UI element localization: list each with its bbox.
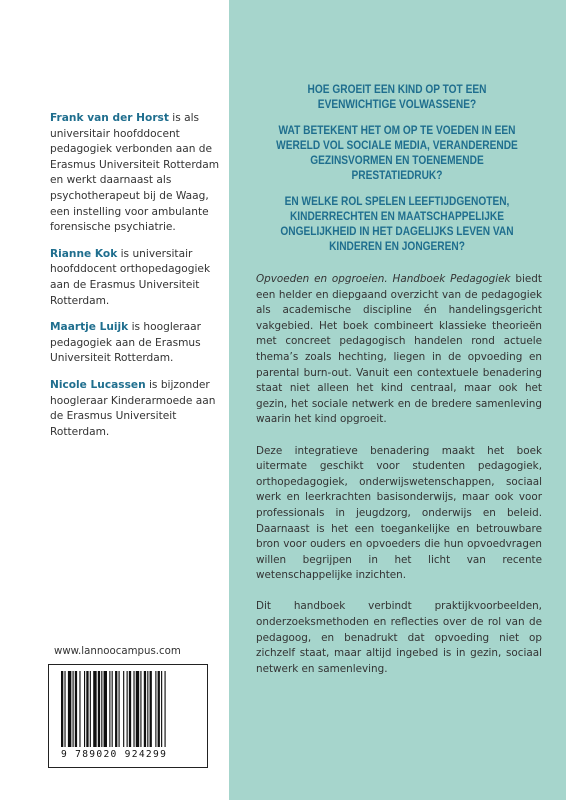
author-bio bbox=[50, 247, 222, 309]
barcode-bar bbox=[73, 671, 74, 747]
barcode-bar bbox=[165, 671, 166, 747]
barcode-bar bbox=[104, 671, 107, 747]
barcode-bar bbox=[161, 671, 162, 747]
barcode-bar bbox=[86, 671, 88, 747]
description-text: biedt een helder en diepgaand overzicht van de pedagogiek als academische discipline én handelingsgericht vakgebied. Het boek combineert klassieke theorieën met concreet pedagogisch handelen rond actuele thema’s zoals hechting, liegen in de opvoeding en parental burn-out. Vanuit een contextuele benadering staat niet alleen het kind centraal, maar ook het gezin, het sociale netwerk en de bredere samenleving waarin het kind opgroeit. bbox=[256, 273, 542, 426]
barcode-bar bbox=[158, 671, 160, 747]
author-bio bbox=[50, 320, 222, 367]
publisher-website: www.lannoocampus.com bbox=[54, 646, 181, 657]
barcode-bar bbox=[150, 671, 152, 747]
barcode-bar bbox=[115, 671, 117, 747]
barcode bbox=[48, 664, 208, 768]
barcode-bar bbox=[119, 671, 120, 747]
author-bio bbox=[50, 378, 222, 440]
isbn-number: 9 789020 924299 bbox=[61, 749, 168, 760]
barcode-bar bbox=[155, 671, 156, 747]
author-name: Nicole Lucassen bbox=[50, 378, 146, 391]
author-name: Maartje Luijk bbox=[50, 321, 129, 334]
barcode-bar bbox=[136, 671, 139, 747]
barcode-bar bbox=[64, 671, 65, 747]
description-paragraph: Deze integratieve benadering maakt het boek uitermate geschikt voor studenten pedagogiek, orthopedagogiek, onderwijswetenschappen, sociaal werk en leerkrachten basisonderwijs, maar ook voor professionals in jeugdzorg, onderwijs en beleid. Daarnaast is het een toegankelijke en betrouwbare bron voor ouders en opvoeders die hun opvoedvragen willen begrijpen in het licht van recente wetenschappelijke inzichten. bbox=[256, 444, 542, 582]
barcode-bar bbox=[90, 671, 91, 747]
barcode-bars bbox=[59, 671, 199, 747]
barcode-bar bbox=[127, 671, 128, 747]
description-paragraph: Dit handboek verbindt praktijkvoorbeelden, onderzoeksmethoden en reflecties over de rol van de pedagoog, en benadrukt dat opvoeding niet op zichzelf staat, maar altijd ingebed is in gezin, sociaal netwerk en samenleving. bbox=[256, 600, 542, 675]
author-bio-text: is als universitair hoofddocent pedagogiek verbonden aan de Erasmus Universiteit Rotterdam en werkt daarnaast als psychotherapeut bij de Waag, een instelling voor ambulante forensische psychiatrie. bbox=[50, 112, 220, 234]
barcode-bar bbox=[68, 671, 71, 747]
barcode-bar bbox=[112, 671, 113, 747]
author-bio-text: is universitair hoofddocent orthopedagogiek aan de Erasmus Universiteit Rotterdam. bbox=[50, 247, 211, 307]
barcode-bar bbox=[98, 671, 100, 747]
author-bio-text: is bijzonder hoogleraar Kinderarmoede aan de Erasmus Universiteit Rotterdam. bbox=[50, 378, 216, 438]
left-panel bbox=[0, 0, 229, 800]
barcode-bar bbox=[75, 671, 77, 747]
barcode-bar bbox=[93, 671, 96, 747]
question: HOE GROEIT EEN KIND OP TOT EEN EVENWICHTIGE VOLWASSENE? bbox=[307, 82, 487, 111]
author-name: Frank van der Horst bbox=[50, 112, 169, 124]
barcode-bar bbox=[147, 671, 148, 747]
barcode-bar bbox=[133, 671, 134, 747]
question: EN WELKE ROL SPELEN LEEFTIJDGENOTEN, KINDERRECHTEN EN MAATSCHAPPELIJKE ONGELIJKHEID IN HET DAGELIJKS LEVEN VAN KINDEREN EN JONGEREN? bbox=[280, 194, 514, 253]
barcode-bar bbox=[101, 671, 102, 747]
description bbox=[256, 272, 542, 693]
author-bio-text: is hoogleraar pedagogiek aan de Erasmus Universiteit Rotterdam. bbox=[50, 321, 201, 365]
barcode-bar bbox=[84, 671, 85, 747]
description-paragraph bbox=[256, 272, 542, 428]
barcode-bar bbox=[129, 671, 131, 747]
barcode-bar bbox=[61, 671, 63, 747]
question: WAT BETEKENT HET OM OP TE VOEDEN IN EEN WERELD VOL SOCIALE MEDIA, VERANDERENDE GEZINSVORMEN EN TOENEMENDE PRESTATIEDRUK? bbox=[276, 123, 518, 182]
barcode-bar bbox=[109, 671, 110, 747]
author-name: Rianne Kok bbox=[50, 247, 118, 260]
book-title: Opvoeden en opgroeien. Handboek Pedagogiek bbox=[256, 273, 511, 285]
key-questions bbox=[276, 82, 519, 265]
author-bio bbox=[50, 111, 222, 236]
barcode-bar bbox=[123, 671, 124, 747]
barcode-bar bbox=[79, 671, 80, 747]
barcode-bar bbox=[144, 671, 146, 747]
author-bios bbox=[50, 111, 222, 451]
barcode-bar bbox=[140, 671, 141, 747]
